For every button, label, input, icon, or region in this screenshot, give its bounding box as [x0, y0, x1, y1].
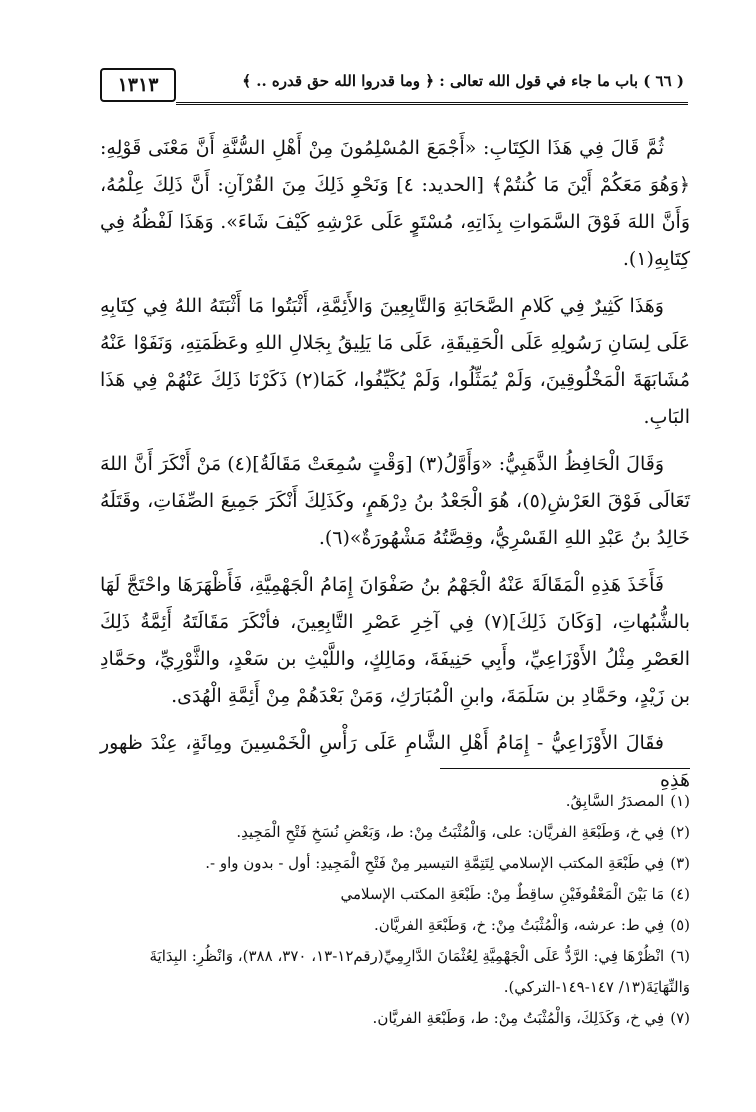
- paragraph: فقَالَ الأَوْزَاعِيُّ - إِمَامُ أَهْلِ الشَّامِ عَلَى رَأْسِ الْخَمْسِينَ ومِائَةٍ، عِنْدَ ظهور هَذِهِ: [100, 732, 690, 791]
- footnote-divider: [440, 768, 690, 769]
- page-number: ١٣١٣: [100, 68, 176, 102]
- footnotes: [100, 786, 690, 1034]
- paragraph: وَقَالَ الْحَافِظُ الذَّهَبِيُّ: «وَأَوَّلُ(٣) [وَقْتٍ سُمِعَتْ مَقَالَةُ](٤) مَنْ أَنْكَرَ أَنَّ اللهَ تَعَالَى فَوْقَ العَرْشِ(٥)، هُوَ الْجَعْدُ بنُ دِرْهَمٍ، وكَذَلِكَ أَنْكَرَ جَمِيعَ الصِّفَاتِ، وقَتَلَهُ خَالِدُ بنُ عَبْدِ اللهِ القَسْرِيُّ، وقِصَّتُهُ مَشْهُورَةٌ»(٦).: [100, 453, 690, 549]
- footnote-text: فِي خ، وَطَبْعَةِ الفريَّان: على، وَالْمُثْبَتُ مِنْ: ط، وَبَعْضِ نُسَخِ فَتْحِ الْمَجِيدِ.: [236, 823, 665, 841]
- footnote-number: (١): [670, 792, 690, 810]
- footnote: [100, 1003, 690, 1034]
- paragraph: فَأَخَذَ هَذِهِ الْمَقَالَةَ عَنْهُ الْجَهْمُ بنُ صَفْوَانَ إِمَامُ الْجَهْمِيَّةِ، فَأَظْهَرَهَا واحْتَجَّ لَهَا بالشُّبُهاتِ، [وَكَانَ ذَلِكَ](٧) فِي آخِرِ عَصْرِ التَّابِعِينَ، فأنْكَرَ مَقَالَتَهُ أَئِمَّةُ ذَلِكَ العَصْرِ مِثْلُ الأَوْزَاعِيِّ، وأَبِي حَنِيفَةَ، ومَالِكٍ، واللَّيْثِ بن سَعْدٍ، والثَّوْرِيِّ، وحَمَّادِ بن زَيْدٍ، وحَمَّادِ بن سَلَمَةَ، وابنِ الْمُبَارَكِ، وَمَنْ بَعْدَهُمْ مِنْ أَئِمَّةِ الْهُدَى.: [100, 574, 690, 707]
- footnote-number: (٣): [670, 854, 690, 872]
- footnote: [100, 848, 690, 879]
- header-divider: [176, 102, 688, 105]
- footnote-number: (٦): [670, 947, 690, 965]
- footnote-text: فِي ط: عرشه، وَالْمُثْبَتُ مِنْ: خ، وَطَبْعَةِ الفريَّان.: [373, 916, 665, 934]
- footnote-text: انْظُرْهَا فِي: الرَّدُّ عَلَى الْجَهْمِيَّةِ لِعُثْمَانَ الدَّارِمِيِّ(رقم١٢-١٣، ٣٧٠، ٣٨٨)، وَانْظُرِ: البِدَايَةَ وَالنِّهَايَةَ(١٣/ ١٤٧-١٤٩-التركي).: [149, 947, 690, 996]
- paragraph: ثُمَّ قَالَ فِي هَذَا الكِتَابِ: «أَجْمَعَ المُسْلِمُونَ مِنْ أَهْلِ السُّنَّةِ أَنَّ مَعْنَى قَوْلِهِ: ﴿وَهُوَ مَعَكُمْ أَيْنَ مَا كُنتُمْ﴾ [الحديد: ٤] وَنَحْوِ ذَلِكَ مِنَ القُرْآنِ: أَنَّ ذَلِكَ عِلْمُهُ، وَأَنَّ اللهَ فَوْقَ السَّمَواتِ بِذَاتِهِ، مُسْتَوٍ عَلَى عَرْشِهِ كَيْفَ شَاءَ». وَهَذَا لَفْظُهُ فِي كِتَابِهِ(١).: [100, 137, 690, 270]
- page-header: [100, 66, 688, 106]
- footnote-number: (٢): [670, 823, 690, 841]
- footnote: [100, 941, 690, 1003]
- footnote-number: (٤): [670, 885, 690, 903]
- footnote-text: فِي طَبْعَةِ المكتب الإسلامي لِتَتِمَّةِ التيسير مِنْ فَتْحِ الْمَجِيدِ: أول - بدون واو -.: [205, 854, 665, 872]
- footnote: [100, 817, 690, 848]
- chapter-title: ( ٦٦ ) باب ما جاء في قول الله تعالى : ﴿ وما قدروا الله حق قدره .. ﴾: [242, 72, 684, 90]
- footnote-number: (٧): [670, 1009, 690, 1027]
- footnote-text: فِي خ، وَكَذَلِكَ، وَالْمُثْبَتُ مِنْ: ط، وَطَبْعَةِ الفريَّان.: [372, 1009, 665, 1027]
- paragraph: وَهَذَا كَثِيرٌ فِي كَلامِ الصَّحَابَةِ وَالتَّابِعِينَ وَالأَئِمَّةِ، أَثْبَتُوا مَا أَثْبَتَهُ اللهُ فِي كِتَابِهِ عَلَى لِسَانِ رَسُولِهِ عَلَى الْحَقِيقَةِ، عَلَى مَا يَلِيقُ بِجَلالِ اللهِ وعَظَمَتِهِ، وَنَفَوْا عَنْهُ مُشَابَهَةَ الْمَخْلُوقِينَ، وَلَمْ يُمَثِّلُوا، وَلَمْ يُكَيِّفُوا، كَمَا(٢) ذَكَرْنَا ذَلِكَ عَنْهُمْ فِي هَذَا البَابِ.: [100, 295, 691, 428]
- main-text: [100, 130, 690, 809]
- footnote: [100, 879, 690, 910]
- footnote: [100, 910, 690, 941]
- footnote-text: المصدَرُ السَّابِقُ.: [565, 792, 665, 810]
- footnote-text: مَا بَيْنَ الْمَعْقُوفَيْنِ ساقِطٌ مِنْ: طَبْعَةِ المكتب الإسلامي: [340, 885, 665, 903]
- footnote-number: (٥): [670, 916, 690, 934]
- footnote: [100, 786, 690, 817]
